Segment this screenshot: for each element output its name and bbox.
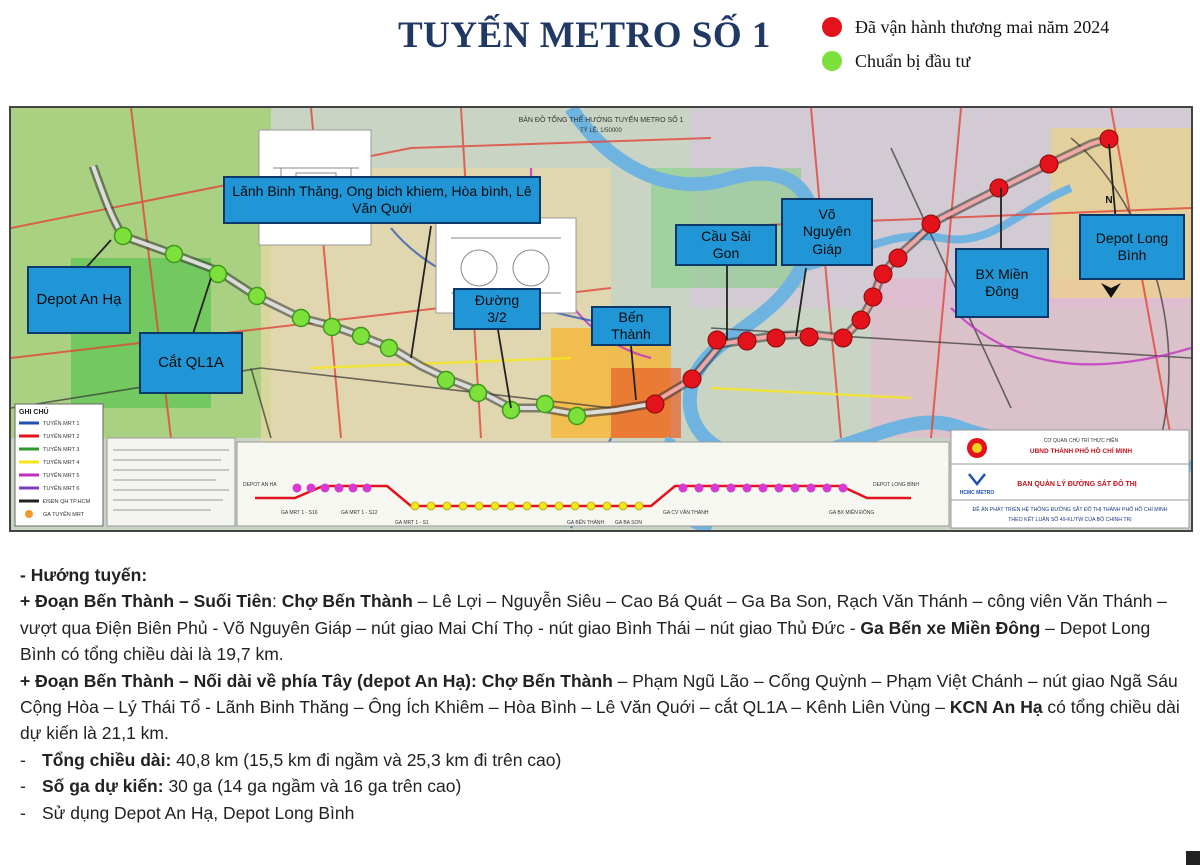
segment-title: + Đoạn Bến Thành – Nối dài về phía Tây (depot An Hạ): — [20, 670, 477, 691]
station-planned — [249, 288, 266, 305]
text-run-bold: Tổng chiều dài: — [42, 749, 172, 770]
project-line2: THEO KẾT LUẬN SỐ 49-KL/TW CỦA BỘ CHÍNH TRỊ — [1008, 517, 1132, 523]
notes-panel — [107, 438, 235, 526]
map-legend-title: GHI CHÚ — [19, 409, 49, 416]
callout-cat-ql1a: Cắt QL1A — [139, 332, 243, 394]
map-scale: TỶ LỆ: 1/50000 — [580, 128, 622, 134]
green-dot-icon — [822, 51, 842, 71]
station-planned — [353, 328, 370, 345]
segment-ben-thanh-suoi-tien — [20, 588, 1180, 667]
metro-logo-text: HCMC METRO — [959, 490, 995, 496]
legend-line-label: TUYẾN MRT 5 — [43, 473, 80, 479]
status-legend — [822, 10, 1109, 78]
station-operating — [922, 215, 940, 233]
bullet-dash: - — [20, 776, 26, 797]
station-planned — [115, 228, 132, 245]
profile-station-label: GA BX MIỀN ĐÔNG — [829, 510, 875, 516]
station-planned — [381, 340, 398, 357]
station-planned — [470, 385, 487, 402]
route-description — [20, 562, 1180, 826]
callout-depot-long-binh: Depot Long Bình — [1079, 214, 1185, 280]
station-operating — [874, 265, 892, 283]
text-run: 30 ga (14 ga ngầm và 16 ga trên cao) — [163, 776, 462, 797]
text-run-bold: Chợ Bến Thành — [481, 670, 613, 691]
legend-label: Chuẩn bị đầu tư — [855, 50, 971, 71]
station-planned — [210, 266, 227, 283]
board-name: BAN QUẢN LÝ ĐƯỜNG SẮT ĐÔ THỊ — [1017, 481, 1137, 488]
station-operating — [646, 395, 664, 413]
route-heading: - Hướng tuyến: — [20, 565, 148, 585]
profile-left-end: DEPOT AN HẠ — [243, 482, 277, 488]
organization-panel — [951, 430, 1189, 528]
page-title: TUYẾN METRO SỐ 1 — [398, 15, 771, 56]
legend-line-label: TUYẾN MRT 6 — [43, 486, 80, 492]
text-run: 40,8 km (15,5 km đi ngầm và 25,3 km đi trên cao) — [171, 749, 562, 770]
text-run: – Depot Long Bình có tổng chiều dài là 19,7 km. — [20, 617, 1151, 665]
legend-line-label: TUYẾN MRT 1 — [43, 421, 80, 427]
bullet-station-count — [20, 773, 1180, 799]
station-operating — [852, 311, 870, 329]
text-run: – Lê Lợi – Nguyễn Siêu – Cao Bá Quát – Ga Ba Son, Rạch Văn Thánh – công viên Văn Thánh – vượt qua Điện Biên Phủ - Võ Nguyên Giáp – nút giao Mai Chí Thọ - nút giao Bình Thái – nút giao Thủ Đức - — [20, 591, 1167, 638]
callout-lanh-binh-thang: Lãnh Binh Thăng, Ong bich khiem, Hòa bình, Lê Văn Quới — [223, 176, 541, 224]
profile-station-label: GA MRT 1 - S16 — [281, 510, 318, 516]
station-operating — [889, 249, 907, 267]
segment-ben-thanh-west — [20, 668, 1180, 747]
agency-line2: UBND THÀNH PHỐ HỒ CHÍ MINH — [1029, 448, 1133, 455]
segment-title: + Đoạn Bến Thành – Suối Tiên — [20, 591, 272, 612]
bullet-dash: - — [20, 802, 26, 823]
profile-station-label: GA MRT 1 - S1 — [395, 520, 429, 526]
map-header: BẢN ĐỒ TỔNG THỂ HƯỚNG TUYẾN METRO SỐ 1 — [518, 117, 684, 124]
text-run-bold: Chợ Bến Thành — [281, 591, 413, 612]
callout-depot-an-ha: Depot An Hạ — [27, 266, 131, 334]
metro-route-map — [9, 106, 1193, 532]
station-operating — [834, 329, 852, 347]
station-planned — [569, 408, 586, 425]
station-operating — [1040, 155, 1058, 173]
text-run: – Phạm Ngũ Lão – Cống Quỳnh – Phạm Việt Chánh – nút giao Ngã Sáu Cộng Hòa – Lý Thái Tổ - Lãnh Binh Thăng – Ông Ích Khiêm – Hòa Bình – Lê Văn Quới – cắt QL1A – Kênh Liên Vùng – — [20, 670, 1178, 718]
legend-item-operating — [822, 10, 1109, 44]
legend-label: Đã vận hành thương mai năm 2024 — [855, 16, 1110, 37]
text-run: : — [272, 591, 282, 612]
callout-vo-nguyen-giap: Võ Nguyên Giáp — [781, 198, 873, 266]
profile-station-label: GA BẾN THÀNH — [567, 520, 605, 526]
text-run-bold: Số ga dự kiến: — [42, 776, 164, 797]
legend-line-label: TUYẾN MRT 4 — [43, 460, 80, 466]
profile-station-label: GA MRT 1 - S12 — [341, 510, 378, 516]
agency-line1: CƠ QUAN CHỦ TRÌ THỰC HIỆN — [1043, 438, 1119, 444]
station-operating — [864, 288, 882, 306]
red-dot-icon — [822, 17, 842, 37]
text-run: có tổng chiều dài dự kiến là 21,1 km. — [20, 697, 1180, 744]
project-line1: ĐỀ ÁN PHÁT TRIỂN HỆ THỐNG ĐƯỜNG SẮT ĐÔ THỊ THÀNH PHỐ HỒ CHÍ MINH — [972, 507, 1168, 513]
station-operating — [767, 329, 785, 347]
bullet-dash: - — [20, 749, 26, 770]
profile-station-label: GA CV VĂN THÁNH — [663, 510, 709, 516]
text-run-bold: Ga Bến xe Miền Đông — [860, 617, 1041, 638]
callout-cau-sai-gon: Cầu Sài Gon — [675, 224, 777, 266]
legend-line-label: TUYẾN MRT 3 — [43, 447, 80, 453]
station-operating — [738, 332, 756, 350]
callout-bx-mien-dong: BX Miền Đông — [955, 248, 1049, 318]
station-operating — [708, 331, 726, 349]
bullet-total-length — [20, 747, 1180, 773]
station-operating — [800, 328, 818, 346]
legend-line-label: TUYẾN MRT 2 — [43, 434, 80, 440]
text-run: Sử dụng Depot An Hạ, Depot Long Bình — [42, 802, 355, 823]
text-run-bold: KCN An Hạ — [949, 697, 1043, 718]
bullet-depots — [20, 800, 1180, 826]
station-planned — [293, 310, 310, 327]
station-operating — [990, 179, 1008, 197]
station-planned — [438, 372, 455, 389]
corner-mark — [1186, 851, 1200, 865]
station-planned — [324, 319, 341, 336]
legend-line-label: ĐSĐN QH TP.HCM — [43, 499, 91, 505]
north-label: N — [1105, 195, 1113, 206]
profile-station-label: GA BA SON — [615, 520, 642, 526]
legend-item-planned — [822, 44, 1109, 78]
station-planned — [166, 246, 183, 263]
profile-right-end: DEPOT LONG BÌNH — [873, 482, 920, 488]
station-operating — [683, 370, 701, 388]
callout-duong-3-2: Đường 3/2 — [453, 288, 541, 330]
station-planned — [537, 396, 554, 413]
callout-ben-thanh: Bến Thành — [591, 306, 671, 346]
legend-line-label: GA TUYẾN MRT — [43, 512, 85, 518]
